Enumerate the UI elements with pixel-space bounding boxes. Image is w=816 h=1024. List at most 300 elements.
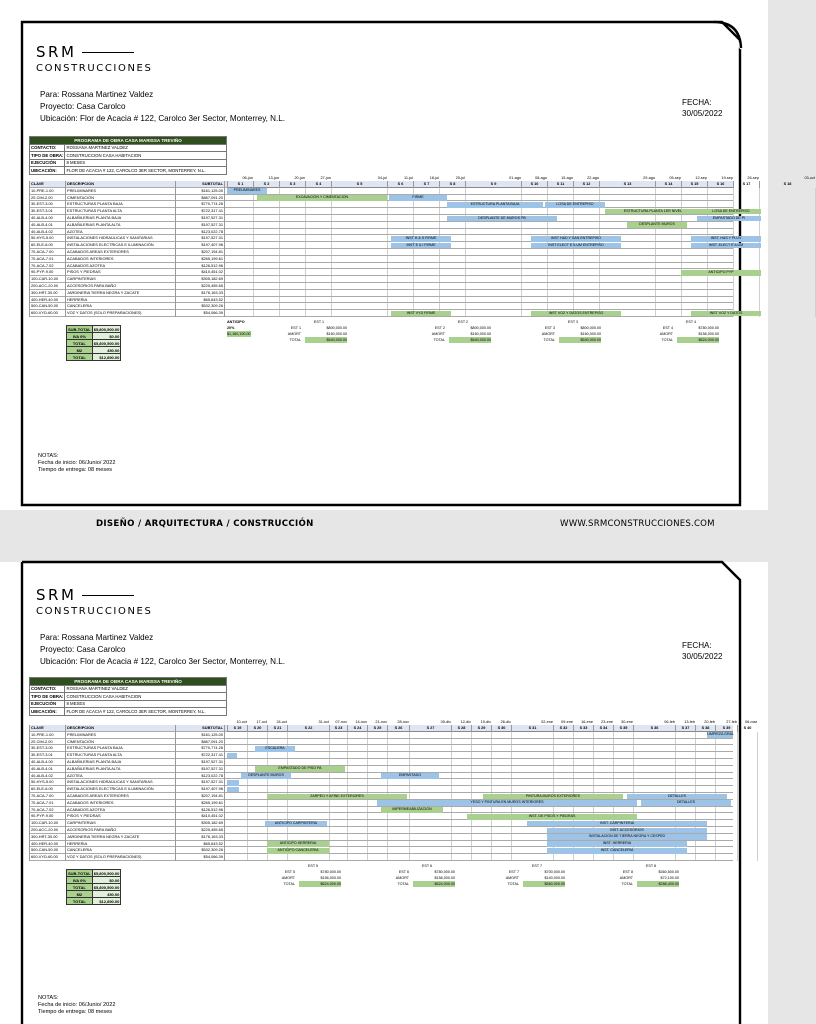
estimate-row-value: $156,000.00	[698, 332, 719, 336]
totals-value: 450.00	[92, 347, 121, 354]
row-description: CIMENTACIÓN	[65, 739, 175, 746]
week-number: S 9	[465, 181, 521, 188]
row-description: ALBAÑILERIAS PLANTA ALTA	[65, 222, 175, 229]
estimate-row-value: $156,000.00	[434, 876, 455, 880]
row-key: 50-HYS-5.00	[29, 779, 65, 786]
row-description: ESTRUCTURAS PLANTA ALTA	[65, 208, 175, 215]
totals-row	[67, 354, 121, 361]
totals-table	[66, 869, 121, 905]
week-date: 06-mar	[744, 720, 757, 724]
estimate-row-value: $560,000.00	[523, 881, 565, 887]
row-description: VOZ Y DATOS (SOLO PREPARACIONES)	[65, 854, 175, 861]
estimate-row-value: $780,000.00	[320, 870, 341, 874]
gantt-bar[interactable]: PRELIMINARES	[227, 188, 267, 194]
row-subtotal: $867,091.20	[175, 195, 225, 202]
gantt-bar[interactable]: DETALLES	[627, 794, 727, 800]
gridline	[757, 732, 758, 861]
gantt-bar[interactable]: YESO Y PINTURA EN MUROS INTERIORES	[377, 800, 637, 806]
estimate-row-value: $160,000.00	[470, 332, 491, 336]
gantt-bar[interactable]: FIRME	[389, 195, 447, 201]
estimate-row-value: $780,000.00	[434, 870, 455, 874]
row-subtotal: $176,163.33	[175, 290, 225, 297]
gantt-bar[interactable]: INST VYD FIRME	[391, 311, 451, 317]
week-date: 21-nov	[375, 720, 387, 724]
week-date: 18-jul	[429, 176, 439, 180]
week-number: S 10	[521, 181, 547, 188]
estimate-row-label: AMORT	[281, 876, 295, 880]
week-date: 22-ago	[587, 176, 599, 180]
gantt-bar[interactable]: ESTRUCTURA PLANTA BAJA	[447, 202, 543, 208]
row-subtotal: $867,091.20	[175, 739, 225, 746]
totals-label: M2	[67, 347, 93, 354]
gantt-bar[interactable]: ANTICIPO PYP	[681, 270, 761, 276]
row-key: 60-ELE-6.00	[29, 786, 65, 793]
row-key: 600-VYD-60.00	[29, 854, 65, 861]
row-key: 40-ALB-4.02	[29, 773, 65, 780]
estimate-title: EST 8	[645, 864, 657, 868]
week-date: 24-oct	[276, 720, 287, 724]
totals-label: IVA 0%	[67, 333, 93, 340]
week-date: 14-nov	[355, 720, 367, 724]
gantt-bar[interactable]: DETALLES	[641, 800, 731, 806]
row-description: CIMENTACIÓN	[65, 195, 175, 202]
week-number: S 40	[737, 725, 757, 732]
table-header	[29, 181, 227, 188]
gantt-bar[interactable]: INST H & S FIRME	[391, 236, 451, 242]
estimate-row-value: $72,100.00	[660, 876, 679, 880]
gantt-bar[interactable]: INST VOZ Y DATOS	[691, 311, 761, 317]
week-date: 25-jul	[455, 176, 465, 180]
table-row	[29, 229, 733, 236]
week-date: 26-sep	[747, 176, 759, 180]
estimate-row-label: EST 4	[662, 326, 673, 330]
gantt-bar[interactable]: DESPLANTE MUROS	[627, 222, 687, 228]
column-header: DESCRIPCION	[65, 725, 175, 732]
row-subtotal: $197,527.31	[175, 222, 225, 229]
week-number: S 27	[409, 725, 451, 732]
estimate-title: EST 2	[457, 320, 469, 324]
table-row	[29, 249, 733, 256]
gantt-bar[interactable]: PINTURA MUROS EXTERIORES	[483, 794, 623, 800]
week-number: S 23	[329, 725, 347, 732]
totals-value: $5,800,500.00	[93, 340, 120, 346]
row-description: ACABADOS AZOTEA	[65, 263, 175, 270]
estimate-row-value: $156,000.00	[320, 876, 341, 880]
schedule-page-1	[0, 0, 815, 510]
project-name: Proyecto: Casa Carolco	[40, 645, 126, 654]
estimate-row-label: EST 8	[622, 870, 633, 874]
week-number: S 14	[655, 181, 681, 188]
week-date: 12-dic	[460, 720, 471, 724]
week-date: 08-ago	[535, 176, 547, 180]
table-row	[29, 201, 733, 208]
estimate-row-value: $780,000.00	[698, 326, 719, 330]
estimate-row-value: $624,000.00	[677, 337, 719, 343]
totals-value: $0.00	[92, 333, 121, 340]
row-subtotal: $161,125.00	[175, 732, 225, 739]
row-description: ESTRUCTURAS PLANTA ALTA	[65, 752, 175, 759]
totals-table	[66, 325, 121, 361]
row-key: 70-ACA-7.00	[29, 249, 65, 256]
estimate-row-value: $624,000.00	[413, 881, 455, 887]
row-key: 500-CAN-50.00	[29, 303, 65, 310]
gantt-bar[interactable]: INST. HERRERIA	[547, 841, 687, 847]
week-date: 12-sep	[695, 176, 707, 180]
project-location: Ubicación: Flor de Acacia # 122, Carolco 3er Sector, Monterrey, N.L.	[40, 114, 286, 123]
totals-value: $12,890.00	[92, 354, 121, 361]
week-date: 15-ago	[561, 176, 573, 180]
gantt-bar[interactable]: INST. CANCELERIA	[547, 848, 687, 854]
program-info-table: PROGRAMA DE OBRA CASA MARISSA TREVIÑO CONTACTO: ROSSANA MARTINEZ VALDEZ TIPO DE OBRA: CONSTRUCCION CASA HABITACION EJECUCIÓN 8 MESES UBICACIÓN: FLOR DE ACACIA # 122, CAROLCO 3ER SECTOR, MONTERREY, N.L.	[29, 136, 227, 175]
gantt-bar[interactable]: EMPASTADO DE PI	[697, 216, 761, 222]
schedule-page-2	[0, 562, 768, 1024]
totals-row	[67, 898, 121, 905]
row-key: 30-EST-3.01	[29, 752, 65, 759]
row-key: 50-HYS-5.00	[29, 235, 65, 242]
week-number: S 21	[267, 725, 287, 732]
totals-row	[67, 326, 121, 333]
estimate-row-label: AMORT	[287, 332, 301, 336]
table-row	[29, 766, 733, 773]
row-subtotal: $265,199.81	[175, 800, 225, 807]
gridline	[815, 188, 816, 317]
row-description: CANCELERIA	[65, 303, 175, 310]
totals-label: M2	[67, 891, 93, 898]
estimate-row-label: TOTAL	[283, 882, 295, 886]
gantt-bar[interactable]: INSTALACION DE TIERRA NEGRA Y CESPED	[547, 834, 707, 840]
row-subtotal: $722,317.41	[175, 752, 225, 759]
week-number: S 6	[387, 181, 413, 188]
totals-label: TOTAL	[67, 898, 93, 905]
row-description: ACABADOS INTERIORES	[65, 256, 175, 263]
gantt-bar[interactable]: LOSA DE ENTREPISO	[545, 202, 605, 208]
totals-label: TOTAL	[67, 354, 93, 361]
estimate-row-value: $160,000.00	[326, 332, 347, 336]
estimate-row-label: AMORT	[395, 876, 409, 880]
estimate-row-value: $640,000.00	[559, 337, 601, 343]
row-key: 70-ACA-7.01	[29, 256, 65, 263]
row-key: 30-EST-3.00	[29, 745, 65, 752]
table-row	[29, 310, 733, 317]
row-key: 30-EST-3.01	[29, 208, 65, 215]
row-subtotal: $265,199.81	[175, 256, 225, 263]
row-subtotal: $123,022.78	[175, 773, 225, 780]
gantt-bar[interactable]: ESCALERA	[255, 746, 295, 752]
row-key: 500-CAN-50.00	[29, 847, 65, 854]
row-subtotal: $197,527.31	[175, 759, 225, 766]
row-subtotal: $161,125.00	[175, 188, 225, 195]
row-description: INSTALACIONES HIDRAULICAS Y SANITARIAS	[65, 235, 175, 242]
gantt-bar[interactable]: INST. CARPINTERIA	[527, 821, 707, 827]
table-row	[29, 215, 733, 222]
week-number: S 32	[553, 725, 573, 732]
row-key: 90-PYP-9.00	[29, 269, 65, 276]
week-date: 29-ago	[643, 176, 655, 180]
row-description: ESTRUCTURAS PLANTA BAJA	[65, 201, 175, 208]
gantt-bar[interactable]: LOSA DE ENTREPISO	[701, 209, 761, 215]
estimate-row-label: TOTAL	[397, 882, 409, 886]
row-key: 100-CAR-10.00	[29, 820, 65, 827]
totals-label: TOTAL	[67, 340, 93, 347]
gantt-bar[interactable]: IMPERMEABILIZACION	[381, 807, 443, 813]
project-info	[40, 89, 285, 125]
row-description: INSTALACIONES ELECTRICAS E ILUMINACIÓN	[65, 242, 175, 249]
week-number: S 17	[733, 181, 759, 188]
row-subtotal: $207,194.81	[175, 249, 225, 256]
table-row	[29, 276, 733, 283]
gantt-bar[interactable]	[227, 787, 239, 793]
row-description: INSTALACIONES HIDRAULICAS Y SANITARIAS	[65, 779, 175, 786]
brand-logo: SRM CONSTRUCCIONES	[36, 43, 153, 74]
totals-value: $5,800,500.00	[93, 326, 120, 332]
project-location: Ubicación: Flor de Acacia # 122, Carolco 3er Sector, Monterrey, N.L.	[40, 657, 286, 666]
estimate-title: EST 7	[531, 864, 543, 868]
recipient: Para: Rossana Martinez Valdez	[40, 633, 154, 642]
date-block: FECHA: 30/05/2022	[682, 641, 723, 661]
gantt-bar[interactable]	[227, 753, 237, 759]
gantt-bar[interactable]: ANTICIPO CANCELERIA	[267, 848, 329, 854]
estimate-row-label: AMORT	[659, 332, 673, 336]
totals-value: $5,800,500.00	[93, 870, 120, 876]
column-header: SUBTOTAL	[175, 725, 225, 732]
estimate-row-value: $640,000.00	[449, 337, 491, 343]
week-date: 01-ago	[509, 176, 521, 180]
gantt-bar[interactable]: INST VOZ Y DATOS ENTREPISO	[531, 311, 621, 317]
estimate-row-label: EST 3	[544, 326, 555, 330]
date-block: FECHA: 30/05/2022	[682, 98, 723, 118]
week-number: S 37	[675, 725, 695, 732]
week-number: S 8	[439, 181, 465, 188]
week-date: 27-feb	[726, 720, 737, 724]
totals-value: $5,800,500.00	[93, 884, 120, 890]
table-row	[29, 263, 733, 270]
week-number: S 7	[413, 181, 439, 188]
estimate-row-label: EST 5	[284, 870, 295, 874]
notes: NOTAS: Fecha de inicio: 06/Junio/ 2022 Tiempo de entrega: 08 meses	[38, 453, 116, 473]
estimate-row-label: EST 1	[290, 326, 301, 330]
table-row	[29, 745, 733, 752]
row-description: VOZ Y DATOS (SOLO PREPARACIONES)	[65, 310, 175, 317]
week-number: S 13	[599, 181, 655, 188]
week-date: 06-jun	[242, 176, 253, 180]
gantt-bar[interactable]: LIMPIEZA GRAL	[707, 732, 734, 737]
totals-row	[67, 333, 121, 340]
row-subtotal: $532,309.26	[175, 303, 225, 310]
row-description: ACCESORIOS PARA BAÑO	[65, 827, 175, 834]
week-number: S 26	[387, 725, 409, 732]
row-key: 70-ACA-7.02	[29, 807, 65, 814]
week-number: S 36	[633, 725, 675, 732]
gantt-bar[interactable]: ZARPEO Y AFINE EXTERIORES	[267, 794, 407, 800]
week-number: S 31	[511, 725, 553, 732]
gantt-bar[interactable]: INST H&D Y SAN ENTREPISO	[531, 236, 621, 242]
week-date: 28-nov	[397, 720, 409, 724]
row-key: 40-ALB-4.02	[29, 229, 65, 236]
row-subtotal: $197,407.96	[175, 786, 225, 793]
row-description: AZOTEA	[65, 773, 175, 780]
week-date: 20-jun	[294, 176, 305, 180]
gantt-bar[interactable]: EXCAVACION Y CIMENTACION	[257, 195, 387, 201]
estimate-row-label: AMORT	[505, 876, 519, 880]
estimate-row-label: AMORT	[431, 332, 445, 336]
week-date: 19-dic	[480, 720, 491, 724]
week-number: S 30	[491, 725, 511, 732]
row-description: PISOS Y PIEDRAS	[65, 813, 175, 820]
gantt-bar[interactable]: INST. DE PISOS Y PIEDRAS	[467, 814, 637, 820]
row-description: JARDINERIA TIERRA NEGRA Y ZACATE	[65, 290, 175, 297]
row-key: 10-PRE-1.00	[29, 188, 65, 195]
row-key: 400-HER-40.00	[29, 841, 65, 848]
project-name: Proyecto: Casa Carolco	[40, 102, 126, 111]
row-description: CANCELERIA	[65, 847, 175, 854]
row-description: CARPINTERIAS	[65, 820, 175, 827]
row-key: 20-CIM-2.00	[29, 739, 65, 746]
table-row	[29, 290, 733, 297]
gantt-bar[interactable]: INST E & I FIRME	[391, 243, 451, 249]
week-number: S 5	[331, 181, 387, 188]
estimate-row-value: $800,000.00	[580, 326, 601, 330]
row-description: INSTALACIONES ELECTRICAS E ILUMINACIÓN	[65, 786, 175, 793]
week-date: 07-nov	[335, 720, 347, 724]
week-date: 16-ene	[581, 720, 593, 724]
row-subtotal: $410,451.02	[175, 269, 225, 276]
program-title: PROGRAMA DE OBRA CASA MARISSA TREVIÑO	[30, 678, 227, 686]
row-description: ACABADOS AZOTEA	[65, 807, 175, 814]
row-subtotal: $176,163.33	[175, 834, 225, 841]
row-key: 300-HRT-30.00	[29, 290, 65, 297]
gantt-bar[interactable]: DESPLANTE DE MUROS PB	[447, 216, 557, 222]
row-subtotal: $722,317.41	[175, 208, 225, 215]
row-subtotal: $410,451.02	[175, 813, 225, 820]
week-number: S 22	[287, 725, 329, 732]
project-info	[40, 632, 285, 668]
week-date: 05-sep	[669, 176, 681, 180]
estimate-title: EST 4	[685, 320, 697, 324]
brand-logo: SRM CONSTRUCCIONES	[36, 586, 153, 617]
gantt-bar[interactable]: INST. ACCESORIOS	[547, 828, 707, 834]
week-number: S 35	[613, 725, 633, 732]
estimate-row-label: TOTAL	[661, 338, 673, 342]
table-row	[29, 759, 733, 766]
row-key: 300-HRT-30.00	[29, 834, 65, 841]
gantt-bar[interactable]	[227, 780, 239, 786]
estimate-row-value: $800,000.00	[326, 326, 347, 330]
table-row	[29, 283, 733, 290]
row-subtotal: $197,407.96	[175, 242, 225, 249]
table-row	[29, 256, 733, 263]
week-number: S 29	[471, 725, 491, 732]
week-date: 17-oct	[256, 720, 267, 724]
week-date: 23-ene	[601, 720, 613, 724]
totals-row	[67, 884, 121, 891]
week-number: S 2	[253, 181, 279, 188]
totals-row	[67, 891, 121, 898]
row-key: 70-ACA-7.00	[29, 793, 65, 800]
week-number: S 33	[573, 725, 593, 732]
estimate-row-label: EST 6	[398, 870, 409, 874]
estimate-row-value: $288,400.00	[637, 881, 679, 887]
row-description: PRELIMINARES	[65, 732, 175, 739]
anticipo-label: ANTICIPO 20%	[227, 320, 245, 330]
estimate-title: EST 1	[313, 320, 325, 324]
week-number: S 24	[347, 725, 367, 732]
estimate-row-label: TOTAL	[289, 338, 301, 342]
gantt-bar[interactable]: DESPLANTE MUROS	[241, 773, 291, 779]
row-key: 70-ACA-7.01	[29, 800, 65, 807]
week-date: 10-oct	[236, 720, 247, 724]
week-date: 30-ene	[621, 720, 633, 724]
table-row	[29, 188, 733, 195]
week-number: S 15	[681, 181, 707, 188]
week-number: S 12	[573, 181, 599, 188]
row-key: 70-ACA-7.02	[29, 263, 65, 270]
row-description: HERRERIA	[65, 297, 175, 304]
totals-value: 450.00	[92, 891, 121, 898]
gantt-bar[interactable]: ESTRUCTURA PLANTA 1ER NIVEL	[605, 209, 701, 215]
estimate-row-label: EST 7	[508, 870, 519, 874]
column-header: CLAVE	[29, 725, 65, 732]
estimate-row-value: $700,000.00	[544, 870, 565, 874]
estimate-row-value: $140,000.00	[544, 876, 565, 880]
week-number: S 28	[451, 725, 471, 732]
row-key: 60-ELE-6.00	[29, 242, 65, 249]
week-date: 04-jul	[377, 176, 387, 180]
estimate-row-label: TOTAL	[433, 338, 445, 342]
estimate-row-label: TOTAL	[543, 338, 555, 342]
row-key: 40-ALB-4.00	[29, 215, 65, 222]
table-header	[29, 725, 227, 732]
row-key: 10-PRE-1.00	[29, 732, 65, 739]
week-date: 13-feb	[684, 720, 695, 724]
week-date: 20-feb	[704, 720, 715, 724]
row-key: 200-ACC-20.00	[29, 827, 65, 834]
gantt-bar[interactable]: ANTICIPO CARPINTERIA	[265, 821, 327, 827]
column-header: DESCRIPCION	[65, 181, 175, 188]
row-description: AZOTEA	[65, 229, 175, 236]
week-number: S 1	[227, 181, 253, 188]
row-description: PRELIMINARES	[65, 188, 175, 195]
row-description: PISOS Y PIEDRAS	[65, 269, 175, 276]
week-date: 11-jul	[403, 176, 413, 180]
estimate-row-value: $160,000.00	[580, 332, 601, 336]
week-number-row	[227, 725, 752, 732]
gantt-bar[interactable]: EMPASTADO	[381, 773, 439, 779]
week-number: S 11	[547, 181, 573, 188]
gantt-bar[interactable]: INST. ELECT E ILUM	[691, 243, 761, 249]
table-row	[29, 269, 733, 276]
gridline	[733, 188, 734, 317]
week-date: 09-ene	[561, 720, 573, 724]
totals-value: $0.00	[92, 877, 121, 884]
gantt-bar[interactable]: ANTICIPO HERRERIA	[267, 841, 329, 847]
row-subtotal: $207,194.81	[175, 793, 225, 800]
table-row	[29, 739, 733, 746]
week-date: 26-dic	[500, 720, 511, 724]
row-subtotal: $54,066.39	[175, 854, 225, 861]
row-subtotal: $770,774.26	[175, 201, 225, 208]
gantt-bar[interactable]: INST. H&S Y PLUV	[691, 236, 761, 242]
row-subtotal: $65,643.52	[175, 841, 225, 848]
column-header: CLAVE	[29, 181, 65, 188]
estimate-title: EST 6	[421, 864, 433, 868]
gantt-bar[interactable]: INST ELECT E ILUM ENTREPISO	[531, 243, 621, 249]
anticipo-value: $1,160,100.00	[227, 332, 251, 336]
totals-label: SUB-TOTAL	[68, 870, 91, 876]
gantt-bar[interactable]: EMPASTADO DE PISO PA	[255, 766, 345, 772]
table-row	[29, 786, 733, 793]
row-subtotal: $225,455.65	[175, 827, 225, 834]
footer-website[interactable]: WWW.SRMCONSTRUCCIONES.COM	[560, 519, 715, 529]
